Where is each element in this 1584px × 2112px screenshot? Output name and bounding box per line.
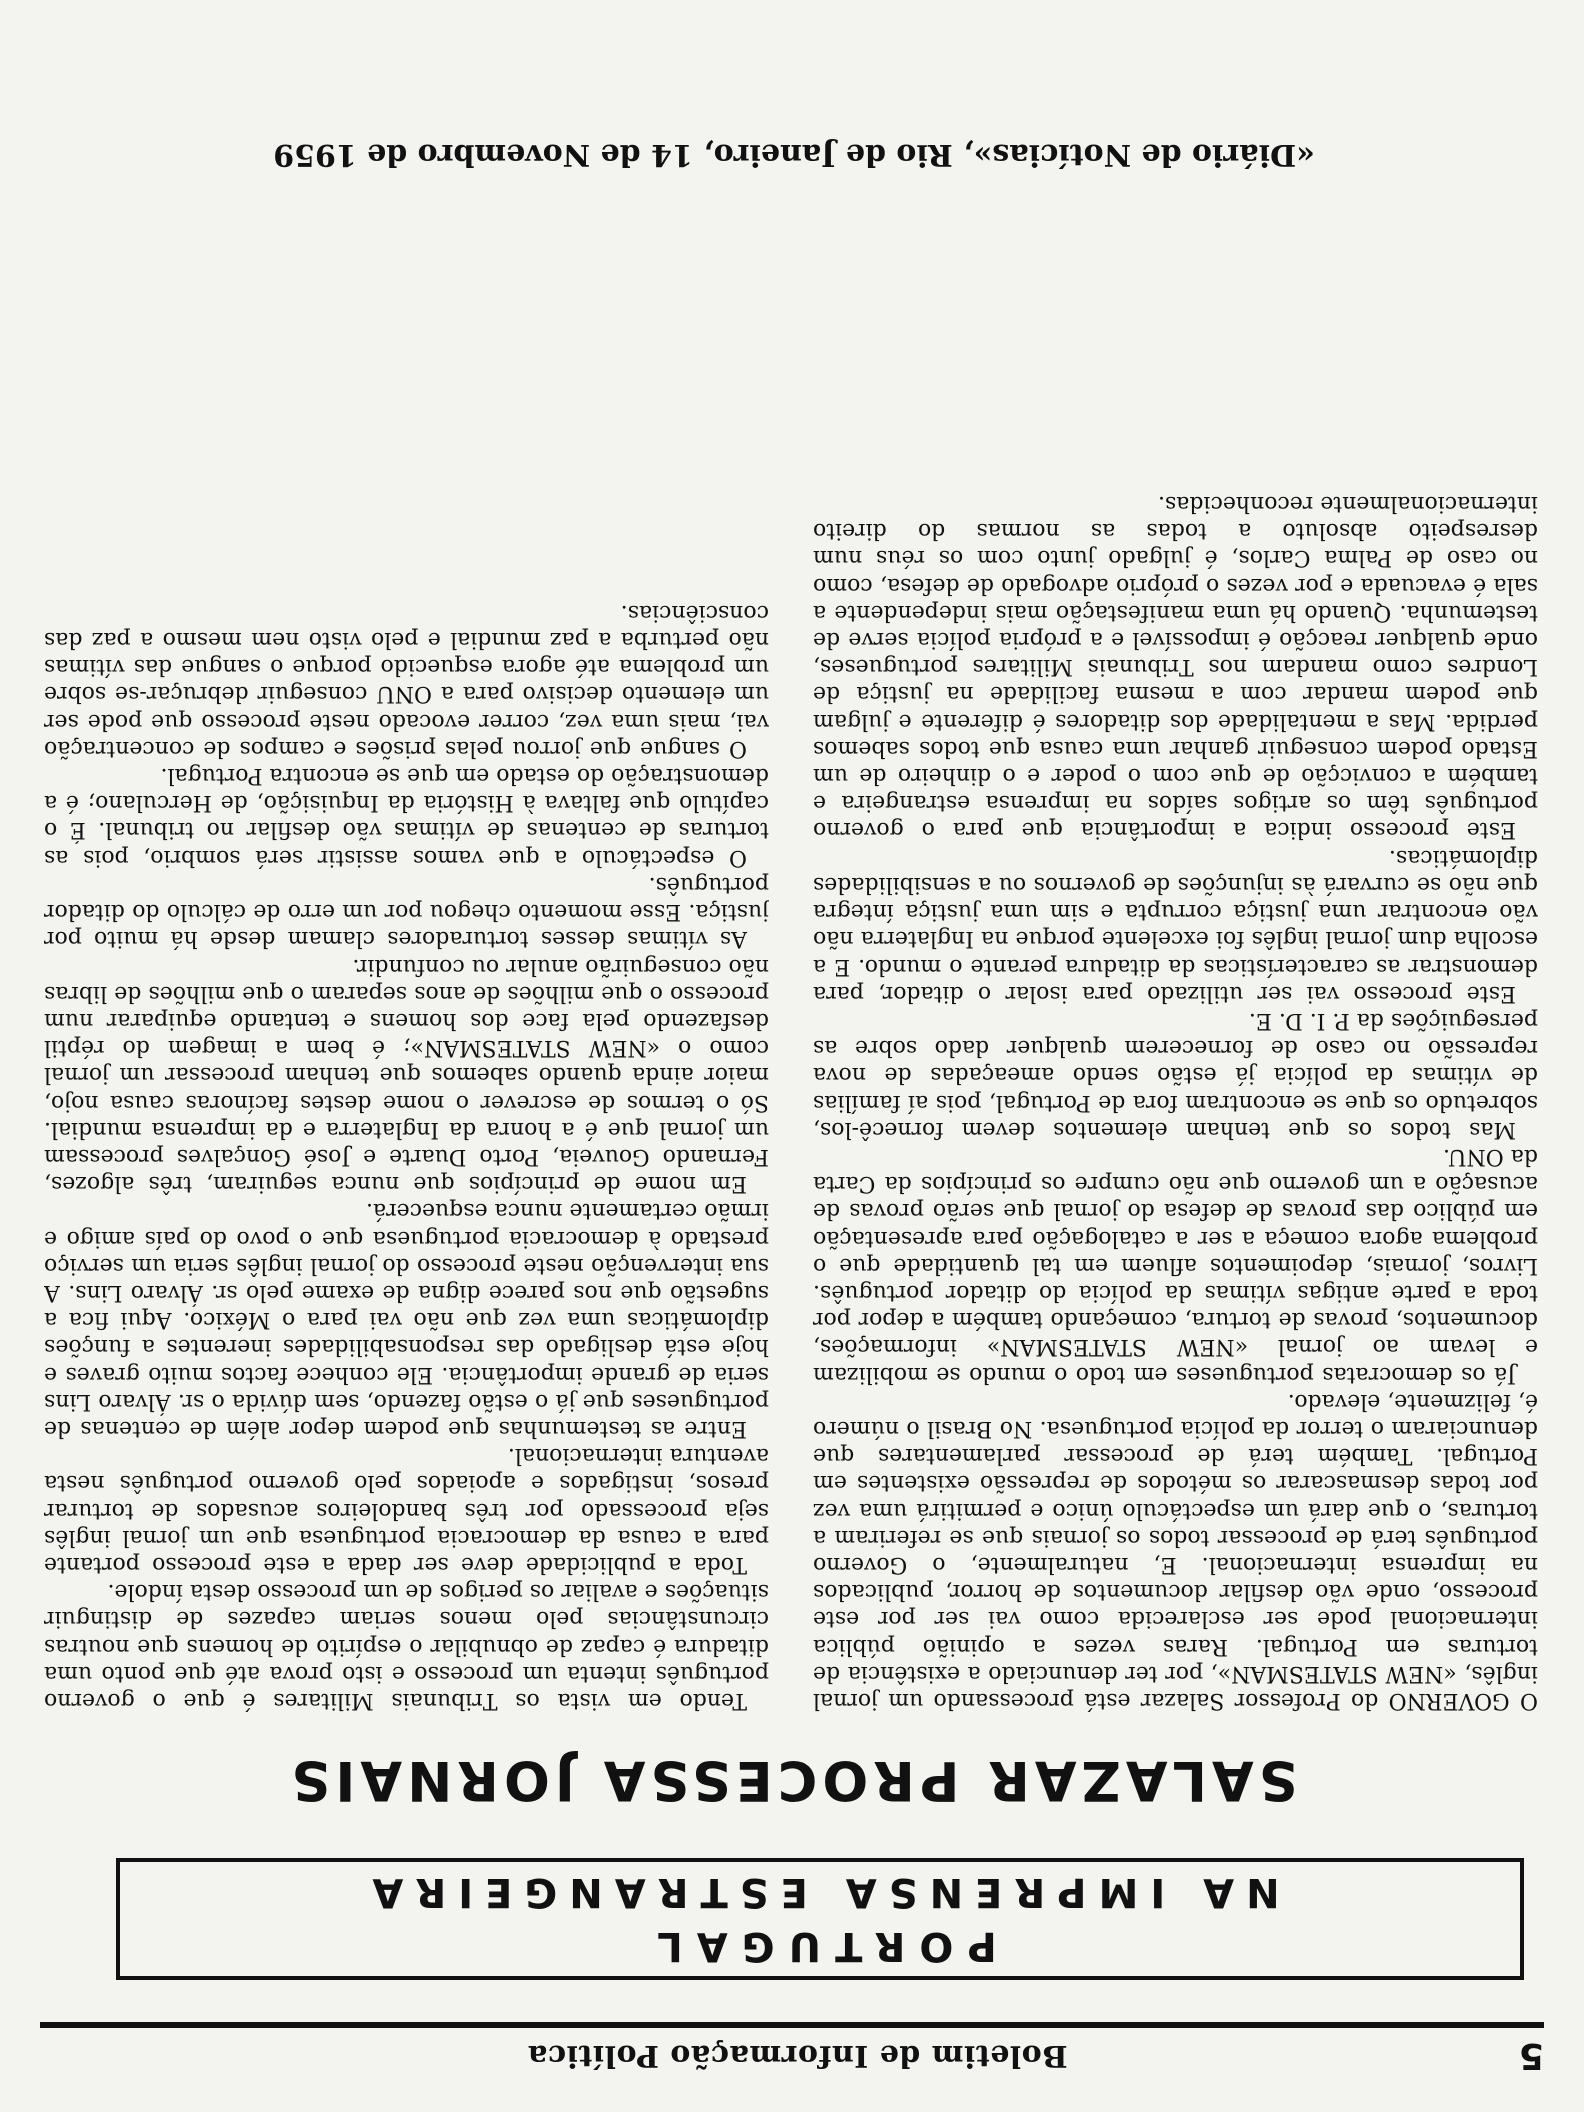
page-header [40, 2034, 1544, 2078]
paragraph: O sangue que jorrou pelas prisões e campos de concentração vai, mais uma vez, correr evocado neste processo que pode ser um elemento decisivo para a ONU conseguir debruçar-se sobre um problema até agora esquecido porque o sangue das vítimas não perturba a paz mundial e pelo visto nem mesmo a paz das consciências. [44, 599, 769, 761]
header-rule [40, 2022, 1544, 2028]
paragraph: Tendo em vista os Tribunais Militares é que o governo português intenta um processo e isto prova até que ponto uma ditadura é capaz de obnubilar o espírito de homens que noutras circunstâncias pelo menos seriam capazes de distinguir situações e avaliar os perigos de um processo desta índole. [44, 1579, 769, 1713]
left-column [813, 194, 1538, 1714]
page-number: 5 [1518, 2035, 1544, 2077]
boxed-section-title [116, 1858, 1524, 1980]
paragraph: Em nome de princípios que nunca seguiram, três algozes, Fernando Gouveia, Porto Duarte e José Gonçalves processam um jornal que é a honra da Inglaterra e da imprensa mundial. Só o termos de escrever o nome destes facínoras causa nojo, maior ainda quando sabemos que tenham processar um jornal como o «NEW STATESMAN»; é bem a imagem do réptil desfazendo pela face dos homens e tentando equiparar num processo o que milhões de anos separam o que milhões de libras não conseguirão anular ou confundir. [44, 953, 769, 1197]
source-citation: «Diário de Notícias», Rio de Janeiro, 14 de Novembro de 1959 [273, 137, 1315, 172]
paragraph: As vítimas desses torturadores clamam desde há muito por justiça. Esse momento chegou por um erro de cálculo do ditador português. [44, 871, 769, 952]
paragraph: Este processo indica a importância que para o governo português têm os artigos saídos na imprensa estrangeira e também a convicção de que com o poder e o dinheiro de um Estado podem conseguir ganhar uma causa que todos sabemos perdida. Mas a mentalidade dos ditadores é diferente e julgam que podem mandar com a mesma facilidade na justiça de Londres como mandam nos Tribunais Militares portugueses, onde qualquer reacção é impossível e a própria polícia serve de testemunha. Quando há uma manifestação mais independente a sala é evacuada e por vezes o próprio advogado de defesa, como no caso de Palma Carlos, é julgado junto com os réus num desrespeito absoluto a todas as normas do direito internacionalmente reconhecidas. [813, 491, 1538, 843]
running-title: Boletim de Informação Política [527, 2038, 1068, 2074]
box-title-line1: PORTUGAL [643, 1923, 997, 1969]
article-columns [44, 194, 1538, 1714]
paragraph: Entre as testemunhas que podem depor além de centenas de portugueses que já o estão fazendo, sem dúvida o sr. Álvaro Lins seria de grande importância. Ele conhece factos muito graves e hoje está desligado das responsabilidades inerentes a funções diplomáticas uma vez que não vai para o México. Aqui fica a sugestão que nos parece digna de exame pelo sr. Álvaro Lins. A sua intervenção neste processo do jornal inglês seria um serviço prestado à democracia portuguesa que o povo do país amigo e irmão certamente nunca esquecerá. [44, 1198, 769, 1441]
paragraph: O espectáculo a que vamos assistir será sombrio, pois as torturas de centenas de vítimas vão desfilar no tribunal. É o capítulo que faltava à História da Inquisição, de Herculano; é a demonstração do estado em que se encontra Portugal. [44, 763, 769, 870]
paragraph: Este processo vai ser utilizado para isolar o ditador, para demonstrar as características da ditadura perante o mundo. E a escolha dum jornal inglês foi excelente porque na Inglaterra não vão encontrar uma justiça corrupta e sim uma justiça íntegra que não se curvará às injunções de governos ou a sensibilidades diplomáticas. [813, 844, 1538, 1006]
paragraph: Mas todos os que tenham elementos devem fornecê-los, sobretudo os que se encontram fora de Portugal, pois aí famílias de vítimas da polícia já estão sendo ameaçadas de nova repressão no caso de fornecerem qualquer dado sobre as perseguições da P. I. D. E. [813, 1007, 1538, 1142]
box-title-line2: NA IMPRENSA ESTRANGEIRA [360, 1869, 1280, 1915]
right-column [44, 194, 769, 1714]
paragraph: Toda a publicidade deve ser dada a este processo portante para a causa da democracia portuguesa que um jornal inglês seja processado por três bandoleiros acusados de torturar presos, instigados e apoiados pelo governo português nesta aventura internacional. [44, 1443, 769, 1577]
paragraph: Já os democratas portugueses em todo o mundo se mobilizam e levam ao jornal «NEW STATESMAN» informações, documentos, provas de tortura, começando também a depor por toda a parte antigas vítimas da polícia do ditador português. Livros, jornais, depoimentos afluem em tal quantidade que o problema agora começa a ser a catalogação para apresentação em público das provas de defesa do jornal que serão provas de acusação a um governo que não cumpre os princípios da Carta da ONU. [813, 1143, 1538, 1387]
paragraph: O GOVERNO do Professor Salazar está processando um jornal inglês, «NEW STATESMAN», por ter denunciado a existência de torturas em Portugal. Raras vezes a opinião pública internacional pode ser esclarecida como vai ser por este processo, onde vão desfilar documentos de horror, publicados na imprensa internacional. E, naturalmente, o Governo português terá de processar todos os jornais que se referiram a torturas, o que dará um espectáculo único e permitirá uma vez por todas desmascarar os métodos de repressão existentes em Portugal. Também terá de processar parlamentares que denunciaram o terror da polícia portuguesa. No Brasil o número é, felizmente, elevado. [813, 1388, 1538, 1713]
headline: SALAZAR PROCESSA JORNAIS [286, 1749, 1298, 1812]
